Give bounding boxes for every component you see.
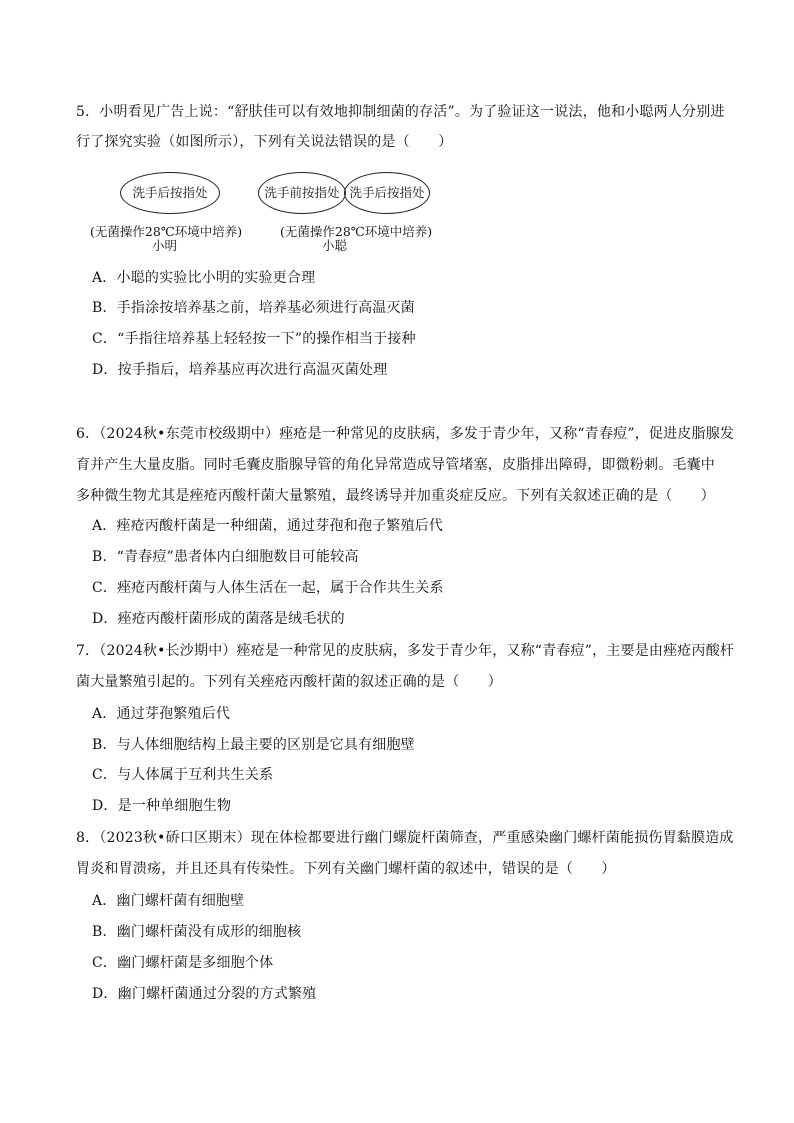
q5-option-b: B．手指涂按培养基之前，培养基必须进行高温灭菌 <box>92 300 415 316</box>
q8-stem-line-1: 8．（2023秋•硚口区期末）现在体检都要进行幽门螺旋杆菌筛查，严重感染幽门螺杆菌能损伤胃黏膜造成 <box>76 830 734 846</box>
q5-option-c: C．“手指往培养基上轻轻按一下”的操作相当于接种 <box>92 331 416 347</box>
xiaoming-condition: (无菌操作28℃环境中培养) <box>90 224 243 239</box>
q6-stem-line-3: 多种微生物尤其是痤疮丙酸杆菌大量繁殖，最终诱导并加重炎症反应。下列有关叙述正确的是（ ） <box>76 488 715 504</box>
q6-option-d: D．痤疮丙酸杆菌形成的菌落是绒毛状的 <box>92 611 345 627</box>
q8-option-d: D．幽门螺杆菌通过分裂的方式繁殖 <box>92 986 317 1002</box>
q5-option-a: A．小聪的实验比小明的实验更合理 <box>92 270 316 286</box>
q6-stem-line-2: 育并产生大量皮脂。同时毛囊皮脂腺导管的角化异常造成导管堵塞，皮脂排出障碍，即微粉刺。毛囊中 <box>76 457 715 473</box>
q7-option-d: D．是一种单细胞生物 <box>92 798 232 814</box>
q7-option-c: C．与人体属于互利共生关系 <box>92 767 274 783</box>
q5-experiment-figure <box>90 170 472 260</box>
xiaocong-condition: (无菌操作28℃环境中培养) <box>280 224 433 239</box>
q7-stem-line-2: 菌大量繁殖引起的。下列有关痤疮丙酸杆菌的叙述正确的是（ ） <box>76 674 502 690</box>
xiaoming-label: 小明 <box>152 238 178 253</box>
q6-option-a: A．痤疮丙酸杆菌是一种细菌，通过芽孢和孢子繁殖后代 <box>92 518 444 534</box>
xiaoming-culture-dish: 洗手后按指处 <box>120 172 220 214</box>
q6-option-b: B．“青春痘”患者体内白细胞数目可能较高 <box>92 549 359 565</box>
q8-stem-line-2: 胃炎和胃溃疡，并且还具有传染性。下列有关幽门螺杆菌的叙述中，错误的是（ ） <box>76 861 616 877</box>
q8-option-b: B．幽门螺杆菌没有成形的细胞核 <box>92 924 302 940</box>
q5-stem-line-2: 行了探究实验（如图所示），下列有关说法错误的是（ ） <box>76 134 453 150</box>
q5-option-d: D．按手指后，培养基应再次进行高温灭菌处理 <box>92 362 388 378</box>
xiaocong-label: 小聪 <box>322 238 348 253</box>
xiaocong-culture-dish-after: 洗手后按指处 <box>344 172 430 214</box>
q6-stem-line-1: 6．（2024秋•东莞市校级期中）痤疮是一种常见的皮肤病，多发于青少年，又称“青春痘”，促进皮脂腺发 <box>76 426 735 442</box>
q5-stem-line-1: 5．小明看见广告上说：“舒肤佳可以有效地抑制细菌的存活”。为了验证这一说法，他和小聪两人分别进 <box>76 104 725 120</box>
q7-stem-line-1: 7．（2024秋•长沙期中）痤疮是一种常见的皮肤病，多发于青少年，又称“青春痘”，主要是由痤疮丙酸杆 <box>76 643 735 659</box>
xiaocong-culture-dish-before: 洗手前按指处 <box>258 172 346 214</box>
q8-option-c: C．幽门螺杆菌是多细胞个体 <box>92 955 274 971</box>
q7-option-b: B．与人体细胞结构上最主要的区别是它具有细胞壁 <box>92 737 415 753</box>
q7-option-a: A．通过芽孢繁殖后代 <box>92 706 231 722</box>
q6-option-c: C．痤疮丙酸杆菌与人体生活在一起，属于合作共生关系 <box>92 580 444 596</box>
q8-option-a: A．幽门螺杆菌有细胞壁 <box>92 893 245 909</box>
